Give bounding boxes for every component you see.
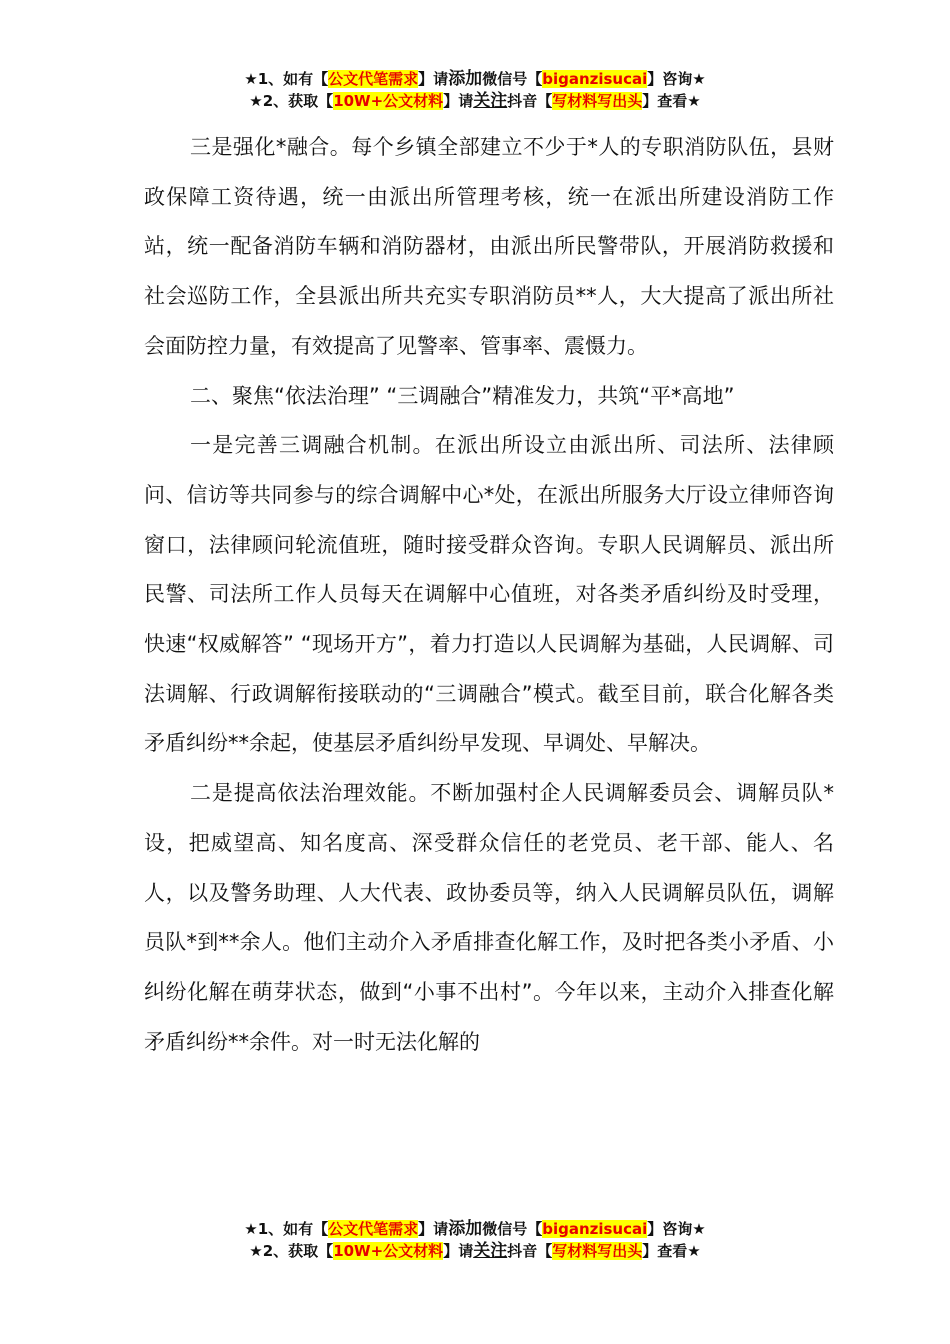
banner-text: 】请 — [418, 70, 449, 88]
header-banner — [0, 68, 950, 112]
banner-text: ★2、获取【 — [249, 92, 334, 110]
banner-text: 】查看★ — [642, 1242, 701, 1260]
highlight-ghostwriting: 公文代笔需求 — [328, 70, 419, 88]
banner-text: 】请 — [418, 1220, 449, 1238]
paragraph: 二是提高依法治理效能。不断加强村企人民调解委员会、调解员队*设，把威望高、知名度高、深受群众信任的老党员、老干部、能人、名人，以及警务助理、人大代表、政协委员等，纳入人民调解员队伍，调解员队*到**余人。他们主动介入矛盾排查化解工作，及时把各类小矛盾、小纠纷化解在萌芽状态，做到“小事不出村”。今年以来，主动介入排查化解矛盾纠纷**余件。对一时无法化解的 — [144, 781, 834, 1054]
banner-emphasis: 关注 — [473, 91, 508, 111]
paragraph: 三是强化*融合。每个乡镇全部建立不少于*人的专职消防队伍，县财政保障工资待遇，统一由派出所管理考核，统一在派出所建设消防工作站，统一配备消防车辆和消防器材，由派出所民警带队，开展消防救援和社会巡防工作，全县派出所共充实专职消防员**人，大大提高了派出所社会面防控力量，有效提高了见警率、管事率、震慑力。 — [144, 135, 834, 358]
banner-text: ★1、如有【 — [244, 70, 329, 88]
highlight-douyin-account: 写材料写出头 — [552, 92, 643, 110]
document-body — [144, 123, 834, 1067]
banner-text: 微信号【 — [482, 70, 543, 88]
banner-text: 抖音【 — [507, 1242, 553, 1260]
banner-line-1 — [0, 1218, 950, 1240]
banner-text: ★2、获取【 — [249, 1242, 334, 1260]
banner-text: 】咨询★ — [647, 1220, 706, 1238]
banner-text: ★1、如有【 — [244, 1220, 329, 1238]
banner-line-2 — [0, 90, 950, 112]
section-heading: 二、聚焦“依法治理” “三调融合”精准发力，共筑“平*高地” — [190, 383, 735, 408]
banner-text: 】咨询★ — [647, 70, 706, 88]
highlight-materials: 10W+公文材料 — [333, 92, 444, 110]
banner-emphasis: 关注 — [473, 1241, 508, 1261]
highlight-wechat-id: biganzisucai — [542, 70, 648, 88]
banner-text: 微信号【 — [482, 1220, 543, 1238]
banner-text: 】请 — [443, 92, 474, 110]
banner-line-2 — [0, 1240, 950, 1262]
highlight-materials: 10W+公文材料 — [333, 1242, 444, 1260]
banner-emphasis: 添加 — [448, 69, 483, 89]
highlight-douyin-account: 写材料写出头 — [552, 1242, 643, 1260]
highlight-wechat-id: biganzisucai — [542, 1220, 648, 1238]
paragraph: 一是完善三调融合机制。在派出所设立由派出所、司法所、法律顾问、信访等共同参与的综合调解中心*处，在派出所服务大厅设立律师咨询窗口，法律顾问轮流值班，随时接受群众咨询。专职人民调解员、派出所民警、司法所工作人员每天在调解中心值班，对各类矛盾纠纷及时受理，快速“权威解答” “现场开方”，着力打造以人民调解为基础，人民调解、司法调解、行政调解衔接联动的“三调融合”模式。截至目前，联合化解各类矛盾纠纷**余起，使基层矛盾纠纷早发现、早调处、早解决。 — [144, 433, 834, 756]
banner-line-1 — [0, 68, 950, 90]
highlight-ghostwriting: 公文代笔需求 — [328, 1220, 419, 1238]
banner-text: 】查看★ — [642, 92, 701, 110]
banner-text: 】请 — [443, 1242, 474, 1260]
banner-emphasis: 添加 — [448, 1219, 483, 1239]
footer-banner — [0, 1218, 950, 1262]
banner-text: 抖音【 — [507, 92, 553, 110]
